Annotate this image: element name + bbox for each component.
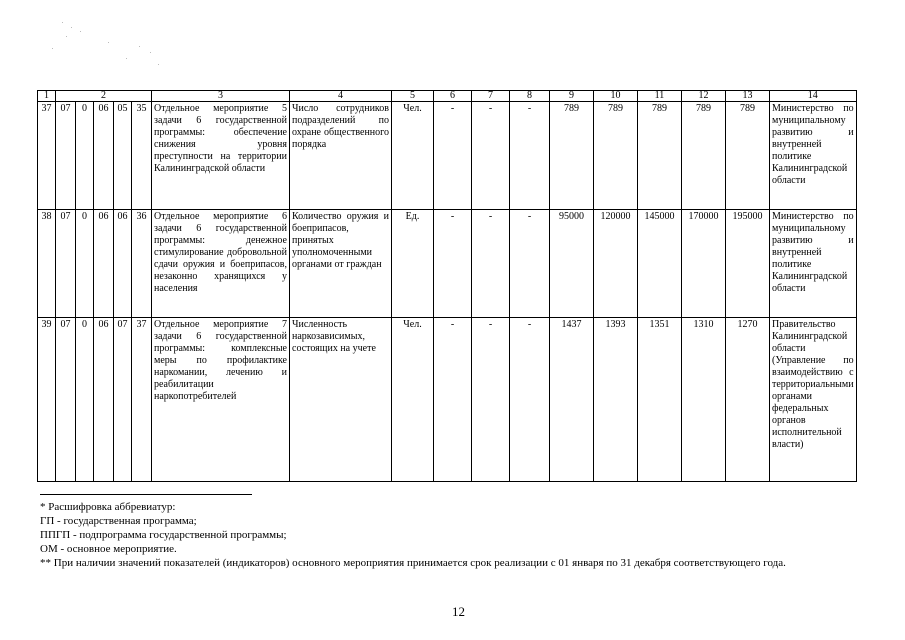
indicators-table — [37, 90, 857, 482]
code-cell: 06 — [114, 210, 132, 318]
code-cell: 07 — [56, 102, 76, 210]
abbreviation-line: ГП - государственная программа; — [40, 515, 197, 527]
value-cell: 170000 — [682, 210, 726, 318]
value-cell: - — [434, 210, 472, 318]
code-cell: 07 — [56, 318, 76, 482]
header-cell-2: 2 — [56, 91, 152, 102]
activity-cell: Отдельное мероприятие 7 задачи 6 государственной программы: комплексные меры по профилактике наркомании, лечению и реабилитации наркопотребителей — [152, 318, 290, 482]
value-cell: 1393 — [594, 318, 638, 482]
code-cell: 0 — [76, 318, 94, 482]
indicator-cell: Число сотрудников подразделений по охране общественного порядка — [290, 102, 392, 210]
indicator-cell: Количество оружия и боеприпасов, принятых уполномоченными органами от граждан — [290, 210, 392, 318]
value-cell: 789 — [638, 102, 682, 210]
unit-cell: Чел. — [392, 318, 434, 482]
executor-cell: Министерство по муниципальному развитию и внутренней политике Калининградской области — [770, 210, 857, 318]
code-cell: 07 — [114, 318, 132, 482]
value-cell: 1270 — [726, 318, 770, 482]
header-cell-4: 4 — [290, 91, 392, 102]
header-cell-1: 1 — [38, 91, 56, 102]
value-cell: 95000 — [550, 210, 594, 318]
page-number: 12 — [452, 604, 465, 619]
footnotes — [40, 494, 874, 570]
value-cell: 195000 — [726, 210, 770, 318]
code-cell: 35 — [132, 102, 152, 210]
header-cell-8: 8 — [510, 91, 550, 102]
header-cell-13: 13 — [726, 91, 770, 102]
value-cell: 789 — [682, 102, 726, 210]
value-cell: 1437 — [550, 318, 594, 482]
value-cell: - — [510, 318, 550, 482]
abbreviations-title: * Расшифровка аббревиатур: — [40, 501, 176, 513]
header-cell-11: 11 — [638, 91, 682, 102]
value-cell: 789 — [550, 102, 594, 210]
header-row — [38, 91, 857, 102]
value-cell: 789 — [726, 102, 770, 210]
code-cell: 05 — [114, 102, 132, 210]
activity-cell: Отдельное мероприятие 5 задачи 6 государственной программы: обеспечение снижения уровня преступности на территории Калининградской области — [152, 102, 290, 210]
indicator-cell: Численность наркозависимых, состоящих на учете — [290, 318, 392, 482]
table-row — [38, 102, 857, 210]
value-cell: - — [510, 210, 550, 318]
executor-cell: Министерство по муниципальному развитию и внутренней политике Калининградской области — [770, 102, 857, 210]
code-cell: 37 — [132, 318, 152, 482]
value-cell: - — [472, 102, 510, 210]
abbreviation-line: ОМ - основное мероприятие. — [40, 543, 177, 555]
row-number: 37 — [38, 102, 56, 210]
header-cell-3: 3 — [152, 91, 290, 102]
table-row — [38, 210, 857, 318]
header-cell-7: 7 — [472, 91, 510, 102]
footnote-rule — [40, 494, 252, 495]
row-number: 38 — [38, 210, 56, 318]
header-cell-5: 5 — [392, 91, 434, 102]
header-cell-9: 9 — [550, 91, 594, 102]
code-cell: 07 — [56, 210, 76, 318]
table-row — [38, 318, 857, 482]
header-cell-10: 10 — [594, 91, 638, 102]
value-cell: - — [472, 210, 510, 318]
abbreviation-line: ППГП - подпрограмма государственной программы; — [40, 529, 287, 541]
executor-cell: Правительство Калининградской области (Управление по взаимодействию с территориальными органами федеральных органов исполнительной власти) — [770, 318, 857, 482]
code-cell: 36 — [132, 210, 152, 318]
value-cell: - — [472, 318, 510, 482]
header-cell-12: 12 — [682, 91, 726, 102]
header-cell-14: 14 — [770, 91, 857, 102]
value-cell: - — [510, 102, 550, 210]
value-cell: - — [434, 102, 472, 210]
value-cell: - — [434, 318, 472, 482]
value-cell: 145000 — [638, 210, 682, 318]
code-cell: 0 — [76, 102, 94, 210]
value-cell: 1351 — [638, 318, 682, 482]
footnote-text: ** При наличии значений показателей (индикаторов) основного мероприятия принимается срок реализации с 01 января по 31 декабря соответствующего года. — [40, 557, 786, 569]
code-cell: 0 — [76, 210, 94, 318]
code-cell: 06 — [94, 210, 114, 318]
value-cell: 789 — [594, 102, 638, 210]
code-cell: 06 — [94, 102, 114, 210]
value-cell: 1310 — [682, 318, 726, 482]
unit-cell: Ед. — [392, 210, 434, 318]
value-cell: 120000 — [594, 210, 638, 318]
code-cell: 06 — [94, 318, 114, 482]
row-number: 39 — [38, 318, 56, 482]
header-cell-6: 6 — [434, 91, 472, 102]
unit-cell: Чел. — [392, 102, 434, 210]
activity-cell: Отдельное мероприятие 6 задачи 6 государственной программы: денежное стимулирование добровольной сдачи оружия и боеприпасов, незаконно хранящихся у населения — [152, 210, 290, 318]
